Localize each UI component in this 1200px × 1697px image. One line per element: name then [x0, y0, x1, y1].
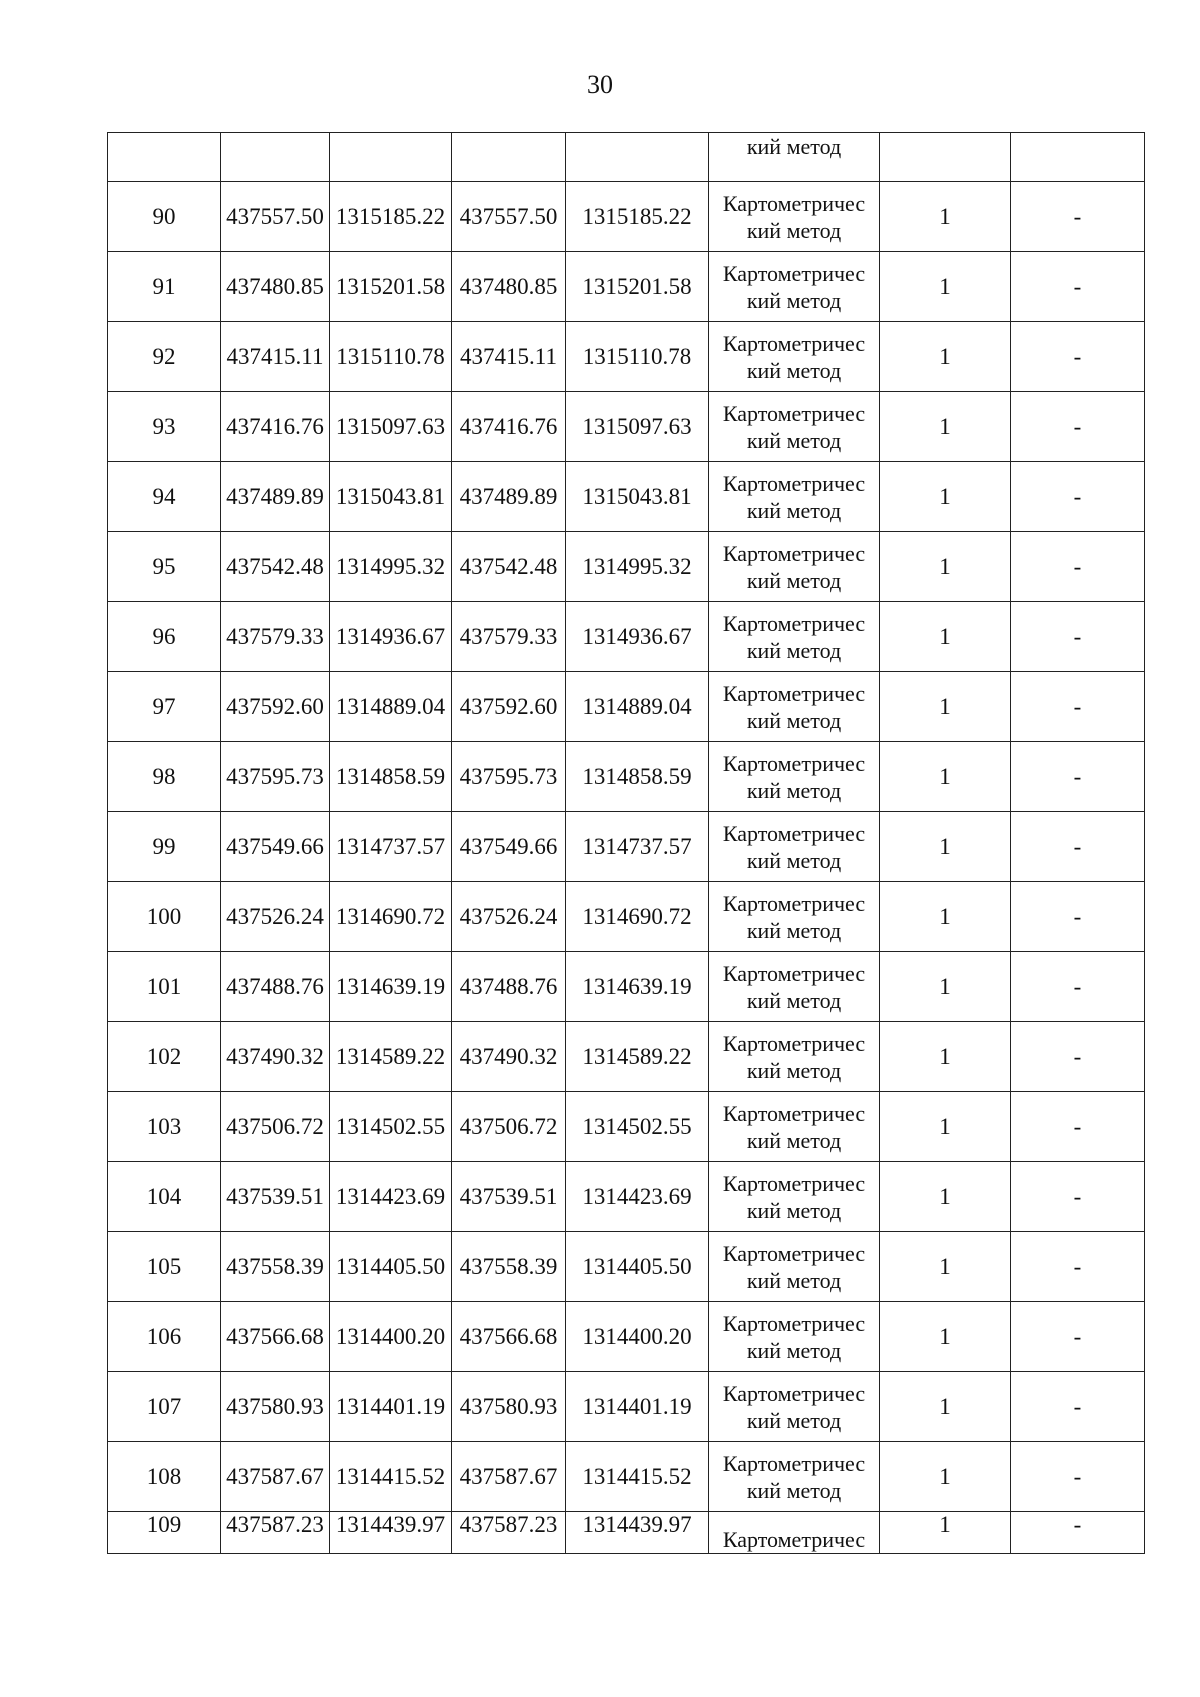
cell-x-new: 437549.66 [452, 812, 566, 882]
cell-x-new: 437542.48 [452, 532, 566, 602]
table-row [108, 252, 1145, 322]
cell-x-new: 437592.60 [452, 672, 566, 742]
cell-x-new: 437557.50 [452, 182, 566, 252]
method-line-1: Картометричес [722, 750, 866, 776]
cell-y-existing: 1314401.19 [330, 1372, 452, 1442]
cell-point-number: 104 [108, 1162, 221, 1232]
table-row [108, 602, 1145, 672]
cell-method [709, 462, 880, 532]
cell-x-existing: 437415.11 [221, 322, 330, 392]
method-line-2: кий метод [746, 847, 842, 873]
method-line-2: кий метод [746, 1267, 842, 1293]
cell-y-new: 1314401.19 [566, 1372, 709, 1442]
method-line-2: кий метод [746, 427, 842, 453]
cell-y-existing: 1314995.32 [330, 532, 452, 602]
cell-x-new: 437539.51 [452, 1162, 566, 1232]
cell-x-existing: 437526.24 [221, 882, 330, 952]
method-line-2: кий метод [746, 1197, 842, 1223]
cell-point-number: 95 [108, 532, 221, 602]
table-body [108, 133, 1145, 1554]
cell-x-new: 437506.72 [452, 1092, 566, 1162]
cell-point-number: 109 [108, 1512, 221, 1554]
table-row-last [108, 1512, 1145, 1554]
cell-accuracy: 1 [880, 462, 1011, 532]
cell-note: - [1011, 952, 1145, 1022]
table-row [108, 1092, 1145, 1162]
cell-x-new: 437587.67 [452, 1442, 566, 1512]
method-line-2: кий метод [746, 987, 842, 1013]
cell-y-new: 1314995.32 [566, 532, 709, 602]
cell-x-new: 437526.24 [452, 882, 566, 952]
cell-point-number: 93 [108, 392, 221, 462]
cell-x-existing: 437549.66 [221, 812, 330, 882]
table-row [108, 952, 1145, 1022]
cell-x-new: 437490.32 [452, 1022, 566, 1092]
cell-note: - [1011, 1442, 1145, 1512]
cell-point-number: 94 [108, 462, 221, 532]
table-row [108, 882, 1145, 952]
method-line-2: кий метод [746, 567, 842, 593]
table-row-continued [108, 133, 1145, 182]
cell-x-new: 437579.33 [452, 602, 566, 672]
method-line-1: Картометричес [722, 260, 866, 286]
cell-note [1011, 133, 1145, 182]
cell-x-new: 437488.76 [452, 952, 566, 1022]
cell-x-existing: 437579.33 [221, 602, 330, 672]
method-line-2: кий метод [746, 217, 842, 243]
cell-note: - [1011, 1372, 1145, 1442]
cell-y-new: 1314405.50 [566, 1232, 709, 1302]
cell-note: - [1011, 532, 1145, 602]
method-line-2: кий метод [746, 1477, 842, 1503]
method-line-1: Картометричес [722, 470, 866, 496]
cell-y-existing: 1314400.20 [330, 1302, 452, 1372]
cell-method [709, 882, 880, 952]
method-line-2: кий метод [746, 637, 842, 663]
cell-method: кий метод [709, 133, 880, 182]
table-row [108, 322, 1145, 392]
cell-point-number: 98 [108, 742, 221, 812]
cell-y-new: 1315110.78 [566, 322, 709, 392]
cell-method [709, 322, 880, 392]
cell-y-new [566, 133, 709, 182]
cell-note: - [1011, 602, 1145, 672]
cell-method [709, 1302, 880, 1372]
cell-x-existing: 437580.93 [221, 1372, 330, 1442]
cell-y-new: 1315185.22 [566, 182, 709, 252]
cell-x-new: 437580.93 [452, 1372, 566, 1442]
cell-point-number: 103 [108, 1092, 221, 1162]
cell-method [709, 182, 880, 252]
method-line-1: Картометричес [722, 1240, 866, 1266]
table-row [108, 1022, 1145, 1092]
cell-note: - [1011, 392, 1145, 462]
method-line-2: кий метод [746, 1407, 842, 1433]
cell-y-existing: 1315201.58 [330, 252, 452, 322]
cell-note: - [1011, 882, 1145, 952]
cell-point-number: 91 [108, 252, 221, 322]
cell-accuracy [880, 133, 1011, 182]
cell-y-new: 1314690.72 [566, 882, 709, 952]
cell-x-existing: 437587.67 [221, 1442, 330, 1512]
cell-accuracy: 1 [880, 392, 1011, 462]
method-line-1: Картометричес [722, 540, 866, 566]
cell-point-number: 100 [108, 882, 221, 952]
cell-note: - [1011, 322, 1145, 392]
table-row [108, 1442, 1145, 1512]
method-line-1: Картометричес [722, 1030, 866, 1056]
cell-point-number: 107 [108, 1372, 221, 1442]
method-line-2: кий метод [746, 1057, 842, 1083]
cell-note: - [1011, 1302, 1145, 1372]
table-row [108, 1372, 1145, 1442]
cell-y-existing [330, 133, 452, 182]
cell-method [709, 1162, 880, 1232]
method-line-1: Картометричес [722, 1310, 866, 1336]
method-line-1: Картометричес [722, 1170, 866, 1196]
cell-x-existing: 437416.76 [221, 392, 330, 462]
cell-accuracy: 1 [880, 742, 1011, 812]
cell-note: - [1011, 1512, 1145, 1554]
cell-accuracy: 1 [880, 322, 1011, 392]
method-line-2: кий метод [746, 287, 842, 313]
cell-y-existing: 1314423.69 [330, 1162, 452, 1232]
cell-method [709, 1022, 880, 1092]
cell-note: - [1011, 1092, 1145, 1162]
cell-accuracy: 1 [880, 1232, 1011, 1302]
page-number: 30 [587, 70, 613, 99]
cell-point-number: 99 [108, 812, 221, 882]
cell-accuracy: 1 [880, 1092, 1011, 1162]
cell-method [709, 672, 880, 742]
cell-y-new: 1314639.19 [566, 952, 709, 1022]
cell-accuracy: 1 [880, 252, 1011, 322]
cell-method [709, 532, 880, 602]
cell-x-existing: 437490.32 [221, 1022, 330, 1092]
cell-note: - [1011, 1162, 1145, 1232]
cell-y-existing: 1314639.19 [330, 952, 452, 1022]
cell-point-number: 90 [108, 182, 221, 252]
cell-x-new: 437416.76 [452, 392, 566, 462]
cell-accuracy: 1 [880, 1442, 1011, 1512]
method-line-2: кий метод [746, 917, 842, 943]
cell-y-new: 1314423.69 [566, 1162, 709, 1232]
method-line-2: кий метод [746, 1127, 842, 1153]
cell-accuracy: 1 [880, 952, 1011, 1022]
cell-method [709, 1092, 880, 1162]
table-row [108, 1302, 1145, 1372]
method-line-2: кий метод [746, 357, 842, 383]
method-line-1: Картометричес [722, 330, 866, 356]
cell-accuracy: 1 [880, 182, 1011, 252]
cell-note: - [1011, 1022, 1145, 1092]
cell-y-new: 1315043.81 [566, 462, 709, 532]
cell-x-existing: 437539.51 [221, 1162, 330, 1232]
cell-x-new: 437587.23 [452, 1512, 566, 1554]
cell-y-existing: 1314415.52 [330, 1442, 452, 1512]
cell-point-number: 108 [108, 1442, 221, 1512]
cell-accuracy: 1 [880, 532, 1011, 602]
cell-method [709, 392, 880, 462]
method-line-1: Картометричес [722, 820, 866, 846]
cell-x-existing: 437557.50 [221, 182, 330, 252]
cell-y-new: 1314737.57 [566, 812, 709, 882]
cell-accuracy: 1 [880, 812, 1011, 882]
cell-y-new: 1315097.63 [566, 392, 709, 462]
table-row [108, 532, 1145, 602]
cell-point-number: 92 [108, 322, 221, 392]
cell-x-new: 437595.73 [452, 742, 566, 812]
cell-x-existing: 437558.39 [221, 1232, 330, 1302]
method-line-1: Картометричес [722, 190, 866, 216]
cell-point-number [108, 133, 221, 182]
cell-method [709, 812, 880, 882]
coordinates-table [107, 132, 1145, 1554]
cell-accuracy: 1 [880, 1162, 1011, 1232]
table-row [108, 392, 1145, 462]
cell-point-number: 105 [108, 1232, 221, 1302]
cell-method [709, 742, 880, 812]
cell-x-existing: 437480.85 [221, 252, 330, 322]
cell-y-new: 1315201.58 [566, 252, 709, 322]
cell-method [709, 252, 880, 322]
table-row [108, 672, 1145, 742]
cell-accuracy: 1 [880, 672, 1011, 742]
cell-x-new: 437566.68 [452, 1302, 566, 1372]
cell-x-existing: 437488.76 [221, 952, 330, 1022]
cell-y-new: 1314415.52 [566, 1442, 709, 1512]
cell-method [709, 1372, 880, 1442]
method-line-1: Картометричес [722, 960, 866, 986]
cell-y-existing: 1315097.63 [330, 392, 452, 462]
cell-y-existing: 1314589.22 [330, 1022, 452, 1092]
cell-x-existing: 437592.60 [221, 672, 330, 742]
cell-method [709, 1232, 880, 1302]
cell-note: - [1011, 1232, 1145, 1302]
cell-x-existing [221, 133, 330, 182]
cell-x-existing: 437542.48 [221, 532, 330, 602]
cell-y-new: 1314889.04 [566, 672, 709, 742]
method-line-1: Картометричес [722, 1450, 866, 1476]
cell-y-existing: 1314690.72 [330, 882, 452, 952]
cell-x-existing: 437489.89 [221, 462, 330, 532]
cell-note: - [1011, 182, 1145, 252]
cell-note: - [1011, 742, 1145, 812]
method-line-1: Картометричес [722, 890, 866, 916]
cell-method [709, 952, 880, 1022]
cell-y-existing: 1315185.22 [330, 182, 452, 252]
cell-accuracy: 1 [880, 882, 1011, 952]
cell-y-new: 1314502.55 [566, 1092, 709, 1162]
cell-point-number: 101 [108, 952, 221, 1022]
cell-accuracy: 1 [880, 602, 1011, 672]
cell-note: - [1011, 812, 1145, 882]
cell-note: - [1011, 462, 1145, 532]
cell-x-existing: 437566.68 [221, 1302, 330, 1372]
cell-y-existing: 1314502.55 [330, 1092, 452, 1162]
cell-note: - [1011, 252, 1145, 322]
cell-point-number: 102 [108, 1022, 221, 1092]
cell-method [709, 1442, 880, 1512]
method-line-2: кий метод [746, 1337, 842, 1363]
cell-y-existing: 1315043.81 [330, 462, 452, 532]
cell-y-existing: 1314889.04 [330, 672, 452, 742]
cell-x-new: 437558.39 [452, 1232, 566, 1302]
cell-method: Картометричес [709, 1512, 880, 1554]
cell-accuracy: 1 [880, 1512, 1011, 1554]
cell-y-new: 1314400.20 [566, 1302, 709, 1372]
cell-point-number: 97 [108, 672, 221, 742]
cell-accuracy: 1 [880, 1022, 1011, 1092]
cell-y-existing: 1314405.50 [330, 1232, 452, 1302]
cell-note: - [1011, 672, 1145, 742]
cell-y-existing: 1314858.59 [330, 742, 452, 812]
cell-method [709, 602, 880, 672]
method-line-1: Картометричес [722, 1100, 866, 1126]
method-line-1: Картометричес [722, 1380, 866, 1406]
cell-x-new: 437415.11 [452, 322, 566, 392]
table-row [108, 742, 1145, 812]
cell-accuracy: 1 [880, 1302, 1011, 1372]
table-row [108, 182, 1145, 252]
cell-y-existing: 1314936.67 [330, 602, 452, 672]
method-line-2: кий метод [746, 707, 842, 733]
cell-point-number: 96 [108, 602, 221, 672]
cell-x-existing: 437587.23 [221, 1512, 330, 1554]
table-row [108, 1162, 1145, 1232]
cell-x-new: 437480.85 [452, 252, 566, 322]
cell-y-new: 1314936.67 [566, 602, 709, 672]
cell-y-existing: 1315110.78 [330, 322, 452, 392]
table-row [108, 812, 1145, 882]
method-line-2: кий метод [746, 777, 842, 803]
method-line-1: Картометричес [722, 610, 866, 636]
table-row [108, 1232, 1145, 1302]
cell-y-new: 1314589.22 [566, 1022, 709, 1092]
cell-point-number: 106 [108, 1302, 221, 1372]
cell-x-new [452, 133, 566, 182]
cell-y-existing: 1314737.57 [330, 812, 452, 882]
method-line-2: кий метод [746, 497, 842, 523]
cell-y-existing: 1314439.97 [330, 1512, 452, 1554]
cell-x-existing: 437506.72 [221, 1092, 330, 1162]
table-row [108, 462, 1145, 532]
cell-y-new: 1314858.59 [566, 742, 709, 812]
cell-y-new: 1314439.97 [566, 1512, 709, 1554]
method-line-1: Картометричес [722, 400, 866, 426]
method-line-1: Картометричес [722, 680, 866, 706]
cell-x-existing: 437595.73 [221, 742, 330, 812]
cell-accuracy: 1 [880, 1372, 1011, 1442]
cell-x-new: 437489.89 [452, 462, 566, 532]
